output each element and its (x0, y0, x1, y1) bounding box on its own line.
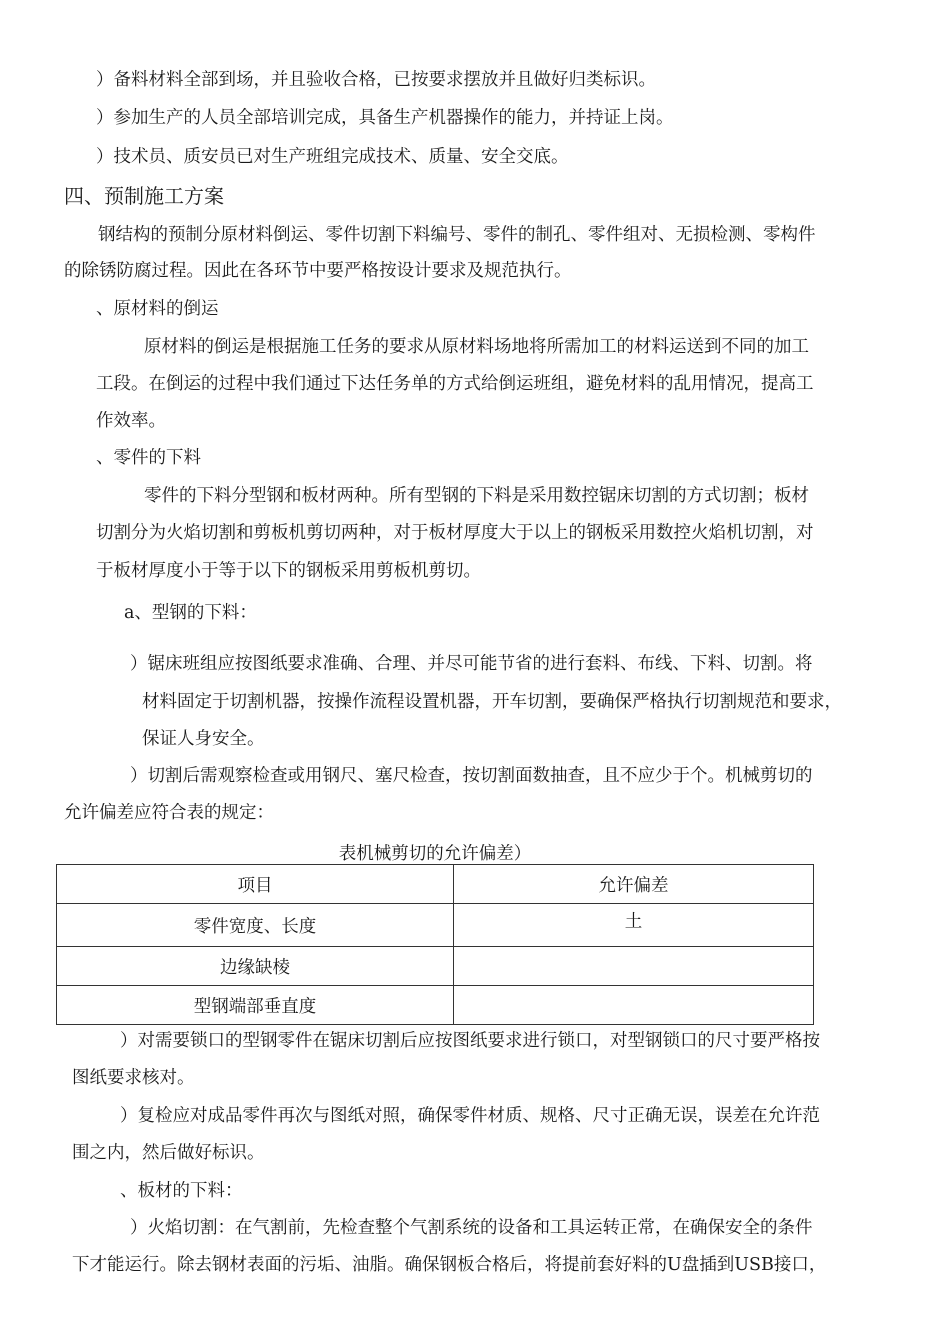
text-line: 原材料的倒运是根据施工任务的要求从原材料场地将所需加工的材料运送到不同的加工 (144, 337, 809, 357)
text-line: ）切割后需观察检查或用钢尺、塞尺检查，按切割面数抽查，且不应少于个。机械剪切的 (130, 766, 813, 786)
table-cell (454, 947, 814, 986)
table-row (57, 986, 814, 1025)
text-line: 围之内，然后做好标识。 (72, 1143, 265, 1163)
table-row (57, 904, 814, 947)
table-cell: 边缘缺棱 (57, 947, 454, 986)
table-cell: 型钢端部垂直度 (57, 986, 454, 1025)
text-line: 的除锈防腐过程。因此在各环节中要严格按设计要求及规范执行。 (64, 261, 572, 281)
table-cell (454, 986, 814, 1025)
table-header-row (57, 865, 814, 904)
text-line: 工段。在倒运的过程中我们通过下达任务单的方式给倒运班组，避免材料的乱用情况，提高工 (96, 374, 814, 394)
text-line: ）备料材料全部到场，并且验收合格，已按要求摆放并且做好归类标识。 (96, 70, 656, 90)
text-line: 图纸要求核对。 (72, 1068, 195, 1088)
text-line: 作效率。 (96, 411, 166, 431)
text-line: 允许偏差应符合表的规定： (64, 803, 274, 823)
table-cell: 零件宽度、长度 (57, 904, 454, 947)
text-line: 零件的下料分型钢和板材两种。所有型钢的下料是采用数控锯床切割的方式切割；板材 (144, 486, 809, 506)
subsection-title: a、型钢的下料： (124, 603, 257, 623)
section-heading: 四、预制施工方案 (64, 184, 224, 208)
text-line: 材料固定于切割机器，按操作流程设置机器，开车切割，要确保严格执行切割规范和要求， (142, 692, 842, 712)
text-line: 切割分为火焰切割和剪板机剪切两种，对于板材厚度大于以上的钢板采用数控火焰机切割，对 (96, 523, 814, 543)
subsection-title: 、零件的下料 (96, 448, 201, 468)
text-line: ）对需要锁口的型钢零件在锯床切割后应按图纸要求进行锁口，对型钢锁口的尺寸要严格按 (120, 1031, 820, 1051)
text-line: 于板材厚度小于等于以下的钢板采用剪板机剪切。 (96, 561, 481, 581)
text-line: ）复检应对成品零件再次与图纸对照，确保零件材质、规格、尺寸正确无误，误差在允许范 (120, 1106, 820, 1126)
table-caption: 表机械剪切的允许偏差） (338, 844, 532, 864)
table-cell: 土 (454, 904, 814, 947)
text-line: ）参加生产的人员全部培训完成，具备生产机器操作的能力，并持证上岗。 (96, 108, 674, 128)
deviation-table (56, 864, 814, 1025)
table-header-cell: 项目 (57, 865, 454, 904)
text-line: ）技术员、质安员已对生产班组完成技术、质量、安全交底。 (96, 147, 569, 167)
table-header-cell: 允许偏差 (454, 865, 814, 904)
subsection-title: 、原材料的倒运 (96, 299, 219, 319)
text-line: 钢结构的预制分原材料倒运、零件切割下料编号、零件的制孔、零件组对、无损检测、零构件 (98, 225, 816, 245)
text-line: ）锯床班组应按图纸要求准确、合理、并尽可能节省的进行套料、布线、下料、切割。将 (130, 654, 813, 674)
text-line: 下才能运行。除去钢材表面的污垢、油脂。确保钢板合格后，将提前套好料的U盘插到USB接口， (72, 1255, 827, 1275)
text-line: 保证人身安全。 (142, 729, 265, 749)
subsection-title: 、板材的下料： (120, 1181, 243, 1201)
table-row (57, 947, 814, 986)
text-line: ）火焰切割：在气割前，先检查整个气割系统的设备和工具运转正常，在确保安全的条件 (130, 1218, 813, 1238)
